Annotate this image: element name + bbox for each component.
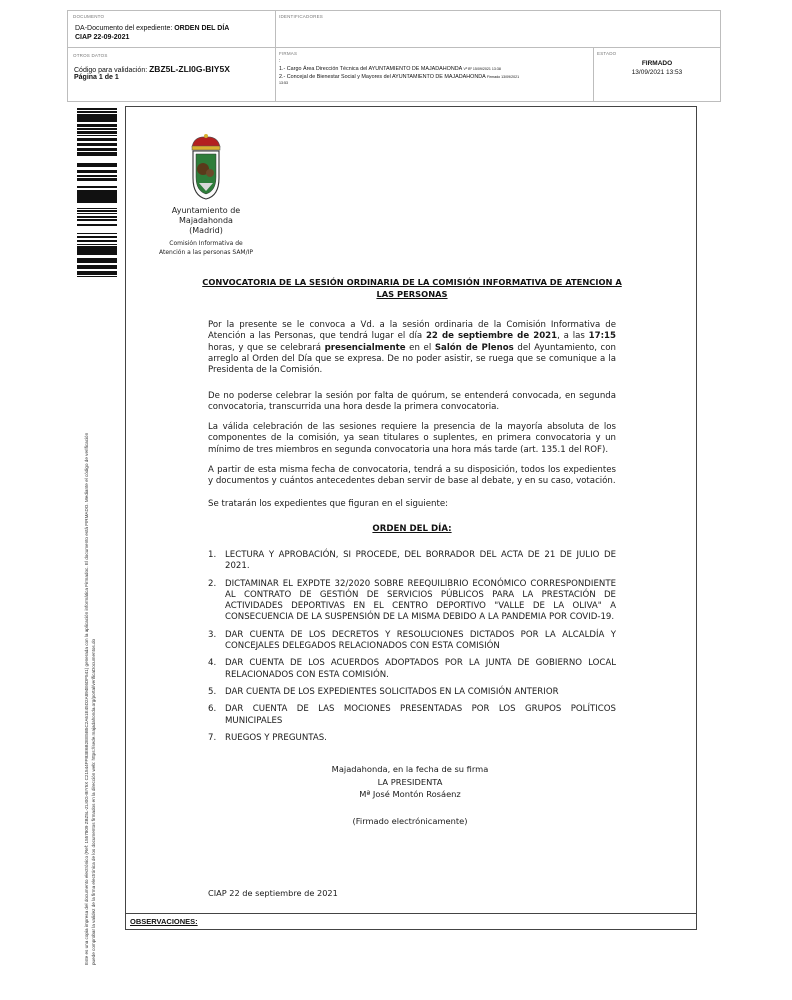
identificadores-label: IDENTIFICADORES (279, 14, 324, 19)
firmas-label: FIRMAS (279, 51, 298, 56)
agenda-item-7: 7. RUEGOS Y PREGUNTAS. (208, 732, 327, 743)
orden-del-dia-title: ORDEN DEL DÍA: (372, 524, 452, 534)
estado-label: ESTADO (597, 51, 617, 56)
firma-2: 2.- Concejal de Bienestar Social y Mayores del AYUNTAMIENTO DE MAJADAHONDA Firmado 13/09/2021 (279, 74, 520, 80)
signature-note: (Firmado electrónicamente) (352, 816, 468, 826)
signature-name: Mª José Montón Rosáenz (359, 789, 461, 799)
codigo-validacion: Código para validación: ZBZ5L-ZLI0G-BIY5X (74, 64, 230, 74)
documento-label: DOCUMENTO (73, 14, 105, 19)
document-footer-ref: CIAP 22 de septiembre de 2021 (208, 888, 338, 898)
paragraph-convocatoria: Por la presente se le convoca a Vd. a la sesión ordinaria de la Comisión Informativa de Atención a las Personas, que tendrá lugar el día 22 de septiembre de 2021, a las 17:15 horas, y que se celebrará presencialmente en el Salón de Plenos del Ayuntamiento, con arreglo al Orden del Día que se expresa. De no poder asistir, se ruega que se comunique a la Presidenta de la Comisión. (208, 320, 616, 376)
pagina-label: Página 1 de 1 (74, 74, 119, 81)
agenda-item-6: 6. DAR CUENTA DE LAS MOCIONES PRESENTADAS POR LOS GRUPOS POLÍTICOS MUNICIPALES (208, 704, 616, 726)
side-verification-text-1: Este es una copia impresa del documento electrónico (Ref: 1557809 ZBZ5L-ZLI0G-BIY5X C21544FFB3E6B2EE5B5C2A61E45D2A894E6DF541) generada con la aplicación informática Firmadoc. El documento está FIRMADO. Mediante el código de verificación (84, 432, 89, 965)
paragraph-validez: La válida celebración de las sesiones requiere la presencia de la mayoría absoluta de los componentes de la comisión, ya sean titulares o suplentes, en primera convocatoria y un mínimo de tres miembros en segunda convocatoria una hora más tarde (art. 135.1 del ROF). (208, 422, 616, 455)
codigo-value: ZBZ5L-ZLI0G-BIY5X (149, 64, 230, 74)
identificadores-cell (276, 11, 720, 48)
firma-2-time: 13:53 (279, 81, 288, 85)
agenda-item-4: 4. DAR CUENTA DE LOS ACUERDOS ADOPTADOS POR LA JUNTA DE GOBIERNO LOCAL RELACIONADOS CON ESTA COMISIÓN. (208, 658, 616, 680)
documento-cell (68, 11, 276, 48)
agenda-item-2: 2. DICTAMINAR EL EXPDTE 32/2020 SOBRE REEQUILIBRIO ECONÓMICO CORRESPONDIENTE AL CONTRATO DE GESTIÓN DE SERVICIOS PÚBLICOS PARA LA PRESTACIÓN DE ACTIVIDADES DEPORTIVAS EN EL CENTRO DEPORTIVO "VALLE DE LA OLIVA" A CONSECUENCIA DE LA SUSPENSIÓN DE LA MISMA DEBIDO A LA PANDEMIA POR COVID-19. (208, 578, 616, 623)
signature-role: LA PRESIDENTA (377, 776, 443, 787)
estado-cell (594, 48, 720, 101)
crest-caption: Ayuntamiento de Majadahonda (Madrid) (171, 206, 241, 235)
agenda-item-1: 1. LECTURA Y APROBACIÓN, SI PROCEDE, DEL BORRADOR DEL ACTA DE 21 DE JULIO DE 2021. (208, 550, 616, 572)
side-verification-text-2: puede comprobar la validez de la firma electrónica de los documentos firmados en la dirección web: https://sede.majadahonda.org/portal/verificaDocumentos.do (91, 638, 96, 965)
estado-date: 13/09/2021 13:53 (631, 69, 683, 76)
firmas-cell: FIRMAS : 1.- Cargo Área Dirección Técnica del AYUNTAMIENTO DE MAJADAHONDA Vº Bº 15/09/2021 13:38 2.- Concejal de Bienestar Social y Mayores del AYUNTAMIENTO DE MAJADAHONDA Firmado 13/09/2021 13:53 (276, 48, 594, 101)
paragraph-expedientes: A partir de esta misma fecha de convocatoria, tendrá a su disposición, todos los expedientes y documentos y cuántos antecedentes deban servir de base al debate, y en su caso, votación. (208, 465, 616, 487)
firma-1: 1.- Cargo Área Dirección Técnica del AYUNTAMIENTO DE MAJADAHONDA Vº Bº 15/09/2021 13:38 (279, 66, 501, 72)
paragraph-quorum: De no poderse celebrar la sesión por falta de quórum, se entenderá convocada, en segunda convocatoria, transcurrida una hora desde la primera convocatoria. (208, 391, 616, 413)
otros-datos-label: OTROS DATOS (73, 53, 108, 58)
documento-line2: CIAP 22-09-2021 (75, 34, 130, 41)
comision-caption: Comisión Informativa de Atención a las personas SAM/IP (158, 240, 254, 256)
documento-line1: DA-Documento del expediente: ORDEN DEL DÍA (75, 25, 230, 32)
agenda-list (208, 550, 616, 750)
coat-of-arms-icon (186, 133, 226, 201)
document-header (67, 10, 721, 102)
paragraph-orden-intro: Se tratarán los expedientes que figuran en el siguiente: (208, 499, 449, 509)
otros-datos-cell (68, 48, 276, 101)
observaciones-box (125, 914, 697, 930)
observaciones-label: OBSERVACIONES: (130, 917, 198, 926)
agenda-item-5: 5. DAR CUENTA DE LOS EXPEDIENTES SOLICITADOS EN LA COMISIÓN ANTERIOR (208, 686, 559, 697)
estado-value: FIRMADO (641, 60, 673, 67)
signature-place-date: Majadahonda, en la fecha de su firma (331, 764, 489, 774)
signature-block (290, 763, 530, 801)
document-title: CONVOCATORIA DE LA SESIÓN ORDINARIA DE LA COMISIÓN INFORMATIVA DE ATENCION A LAS PERSONAS (202, 277, 622, 299)
barcode-image (77, 107, 117, 277)
agenda-item-3: 3. DAR CUENTA DE LOS DECRETOS Y RESOLUCIONES DICTADOS POR LA ALCALDÍA Y CONCEJALES DELEGADOS RELACIONADOS CON ESTA COMISIÓN (208, 629, 616, 652)
